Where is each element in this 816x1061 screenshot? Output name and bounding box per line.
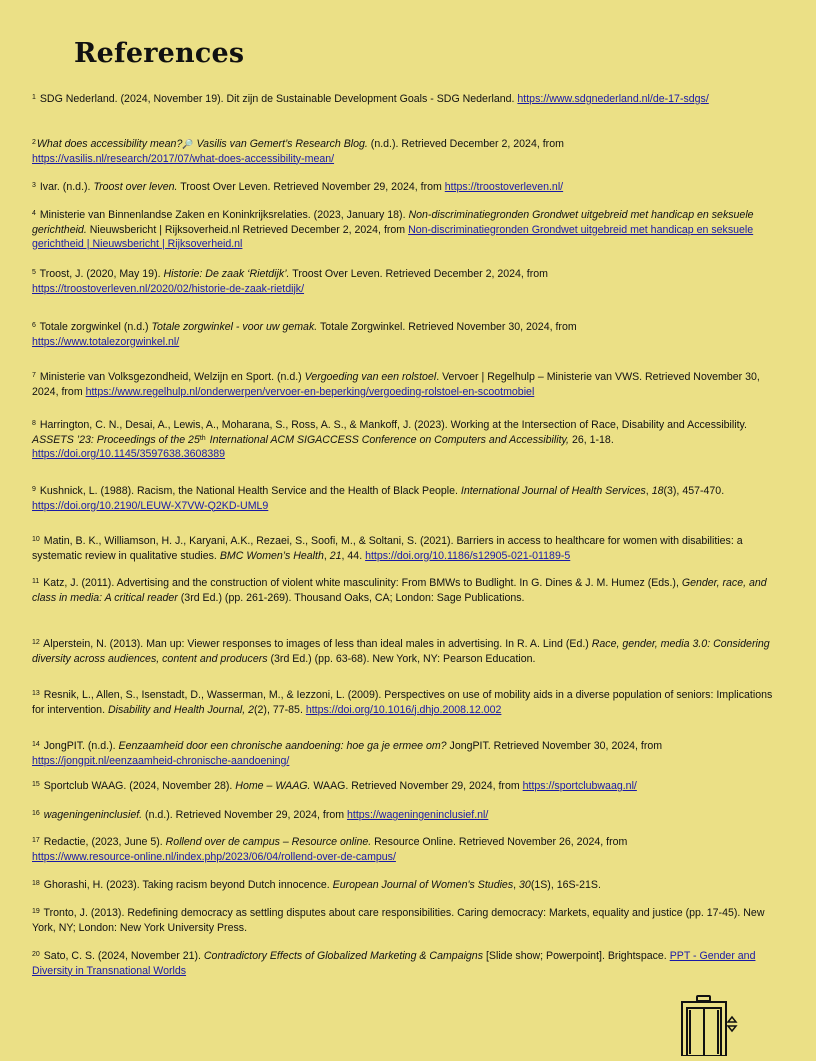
reference-2: $^2$What does accessibility mean?🔎 Vasilis van Gemert’s Research Blog. (n.d.). Retrieved December 2, 2024, from https://vasilis.nl/research/2017/07/what-does-accessibility-mean/ [32,138,564,165]
reference-15: $^{15}$ Sportclub WAAG. (2024, November 28). Home – WAAG. WAAG. Retrieved November 29, 2024, from https://sportclubwaag.nl/ [32,780,637,792]
reference-17-link[interactable]: https://www.resource-online.nl/index.php/2023/06/04/rollend-over-de-campus/ [32,850,396,863]
reference-4-link[interactable]: Non-discriminatiegronden Grondwet uitgebreid met handicap en seksuele gerichtheid | Nieuwsbericht | Rijksoverheid.nl [32,223,754,250]
reference-3: $^3$ Ivar. (n.d.). Troost over leven. Troost Over Leven. Retrieved November 29, 2024, from https://troostoverleven.nl/ [32,181,564,193]
reference-1: $^1$ SDG Nederland. (2024, November 19). Dit zijn de Sustainable Development Goals - SDG Nederland. https://www.sdgnederland.nl/de-17-sdgs/ [32,93,709,105]
reference-3-link[interactable]: https://troostoverleven.nl/ [444,181,564,193]
reference-4: $^4$ Ministerie van Binnenlandse Zaken en Koninkrijksrelaties. (2023, January 18). Non-discriminatiegronden Grondwet uitgebreid met handicap en seksuele gerichtheid. Nieuwsbericht | Rijksoverheid.nl Retrieved December 2, 2024, from Non-discriminatiegronden Grondwet uitgebreid met handicap en seksuele gerichtheid | Nieuwsbericht | Rijksoverheid.nl [32,209,754,250]
reference-10: $^{10}$ Matin, B. K., Williamson, H. J., Karyani, A.K., Rezaei, S., Soofi, M., & Soltani, S. (2021). Barriers in access to healthcare for women with disabilities: a systematic review in qualitative studies. BMC Women’s Health, 21, 44. https://doi.org/10.1186/s12905-021-01189-5 [32,535,743,562]
reference-6-link[interactable]: https://www.totalezorgwinkel.nl/ [32,335,180,348]
reference-1-link[interactable]: https://www.sdgnederland.nl/de-17-sdgs/ [517,93,709,105]
reference-6: $^6$ Totale zorgwinkel (n.d.) Totale zorgwinkel - voor uw gemak. Totale Zorgwinkel. Retrieved November 30, 2024, from https://www.totalezorgwinkel.nl/ [32,321,577,348]
reference-13-link[interactable]: https://doi.org/10.1016/j.dhjo.2008.12.002 [305,703,502,716]
reference-16: $^{16}$ wageningeninclusief. (n.d.). Retrieved November 29, 2024, from https://wageningeninclusief.nl/ [32,809,489,821]
reference-9: $^9$ Kushnick, L. (1988). Racism, the National Health Service and the Health of Black People. International Journal of Health Services, 18(3), 457-470. https://doi.org/10.2190/LEUW-X7VW-Q2KD-UML9 [32,485,725,512]
reference-14: $^{14}$ JongPIT. (n.d.). Eenzaamheid door een chronische aandoening: hoe ga je ermee om? JongPIT. Retrieved November 30, 2024, from https://jongpit.nl/eenzaamheid-chronische-aandoening/ [32,740,663,767]
reference-11: $^{11}$ Katz, J. (2011). Advertising and the construction of violent white masculinity: From BMWs to Budlight. In G. Dines & J. M. Humez (Eds.), Gender, race, and class in media: A critical reader (3rd Ed.) (pp. 261-269). Thousand Oaks, CA; London: Sage Publications. [32,577,767,604]
reference-8-link[interactable]: https://doi.org/10.1145/3597638.3608389 [32,448,226,460]
page-title: References [74,38,245,69]
magnifier-icon: 🔎 [182,139,194,149]
elevator-icon [678,994,738,1056]
reference-8: $^8$ Harrington, C. N., Desai, A., Lewis, A., Moharana, S., Ross, A. S., & Mankoff, J. (2023). Working at the Intersection of Race, Disability and Accessibility. ASSETS ’23: Proceedings of the 25th International ACM SIGACCESS Conference on Computers and Accessibility, 26, 1-18. https://doi.org/10.1145/3597638.3608389 [32,419,747,460]
reference-17: $^{17}$ Redactie, (2023, June 5). Rollend over de campus – Resource online. Resource Online. Retrieved November 26, 2024, from https://www.resource-online.nl/index.php/2023/06/04/rollend-over-de-campus/ [32,836,628,863]
reference-12: $^{12}$ Alperstein, N. (2013). Man up: Viewer responses to images of less than ideal males in advertising. In R. A. Lind (Ed.) Race, gender, media 3.0: Considering diversity across audiences, content and producers (3rd Ed.) (pp. 63-68). New York, NY: Pearson Education. [32,638,770,665]
reference-18: $^{18}$ Ghorashi, H. (2023). Taking racism beyond Dutch innocence. European Journal of Women's Studies, 30(1S), 16S-21S. [32,879,601,891]
reference-9-link[interactable]: https://doi.org/10.2190/LEUW-X7VW-Q2KD-UML9 [32,499,269,512]
reference-13: $^{13}$ Resnik, L., Allen, S., Isenstadt, D., Wasserman, M., & Iezzoni, L. (2009). Perspectives on use of mobility aids in a diverse population of seniors: Implications for intervention. Disability and Health Journal, 2(2), 77-85. https://doi.org/10.1016/j.dhjo.2008.12.002 [32,689,773,716]
reference-20: $^{20}$ Sato, C. S. (2024, November 21). Contradictory Effects of Globalized Marketing & Campaigns [Slide show; Powerpoint]. Brightspace. PPT - Gender and Diversity in Transnational Worlds [32,950,756,977]
reference-7-link[interactable]: https://www.regelhulp.nl/onderwerpen/vervoer-en-beperking/vergoeding-rolstoel-en-scootmobiel [85,385,535,398]
reference-16-link[interactable]: https://wageningeninclusief.nl/ [347,809,489,821]
reference-19: $^{19}$ Tronto, J. (2013). Redefining democracy as settling disputes about care responsibilities. Caring democracy: Markets, equality and justice (pp. 17-45). New York, NY; London: New York University Press. [32,907,765,934]
reference-10-link[interactable]: https://doi.org/10.1186/s12905-021-01189-5 [365,549,571,562]
reference-15-link[interactable]: https://sportclubwaag.nl/ [522,780,637,792]
reference-20-link[interactable]: PPT - Gender and Diversity in Transnational Worlds [32,950,756,977]
reference-14-link[interactable]: https://jongpit.nl/eenzaamheid-chronische-aandoening/ [32,754,290,767]
reference-2-link[interactable]: https://vasilis.nl/research/2017/07/what-does-accessibility-mean/ [32,152,335,165]
reference-7: $^7$ Ministerie van Volksgezondheid, Welzijn en Sport. (n.d.) Vergoeding van een rolstoel. Vervoer | Regelhulp – Ministerie van VWS. Retrieved November 30, 2024, from https://www.regelhulp.nl/onderwerpen/vervoer-en-beperking/vergoeding-rolstoel-en-scootmobiel [32,371,760,398]
reference-5: $^5$ Troost, J. (2020, May 19). Historie: De zaak ‘Rietdijk’. Troost Over Leven. Retrieved December 2, 2024, from https://troostoverleven.nl/2020/02/historie-de-zaak-rietdijk/ [32,268,548,295]
reference-5-link[interactable]: https://troostoverleven.nl/2020/02/historie-de-zaak-rietdijk/ [32,282,305,295]
